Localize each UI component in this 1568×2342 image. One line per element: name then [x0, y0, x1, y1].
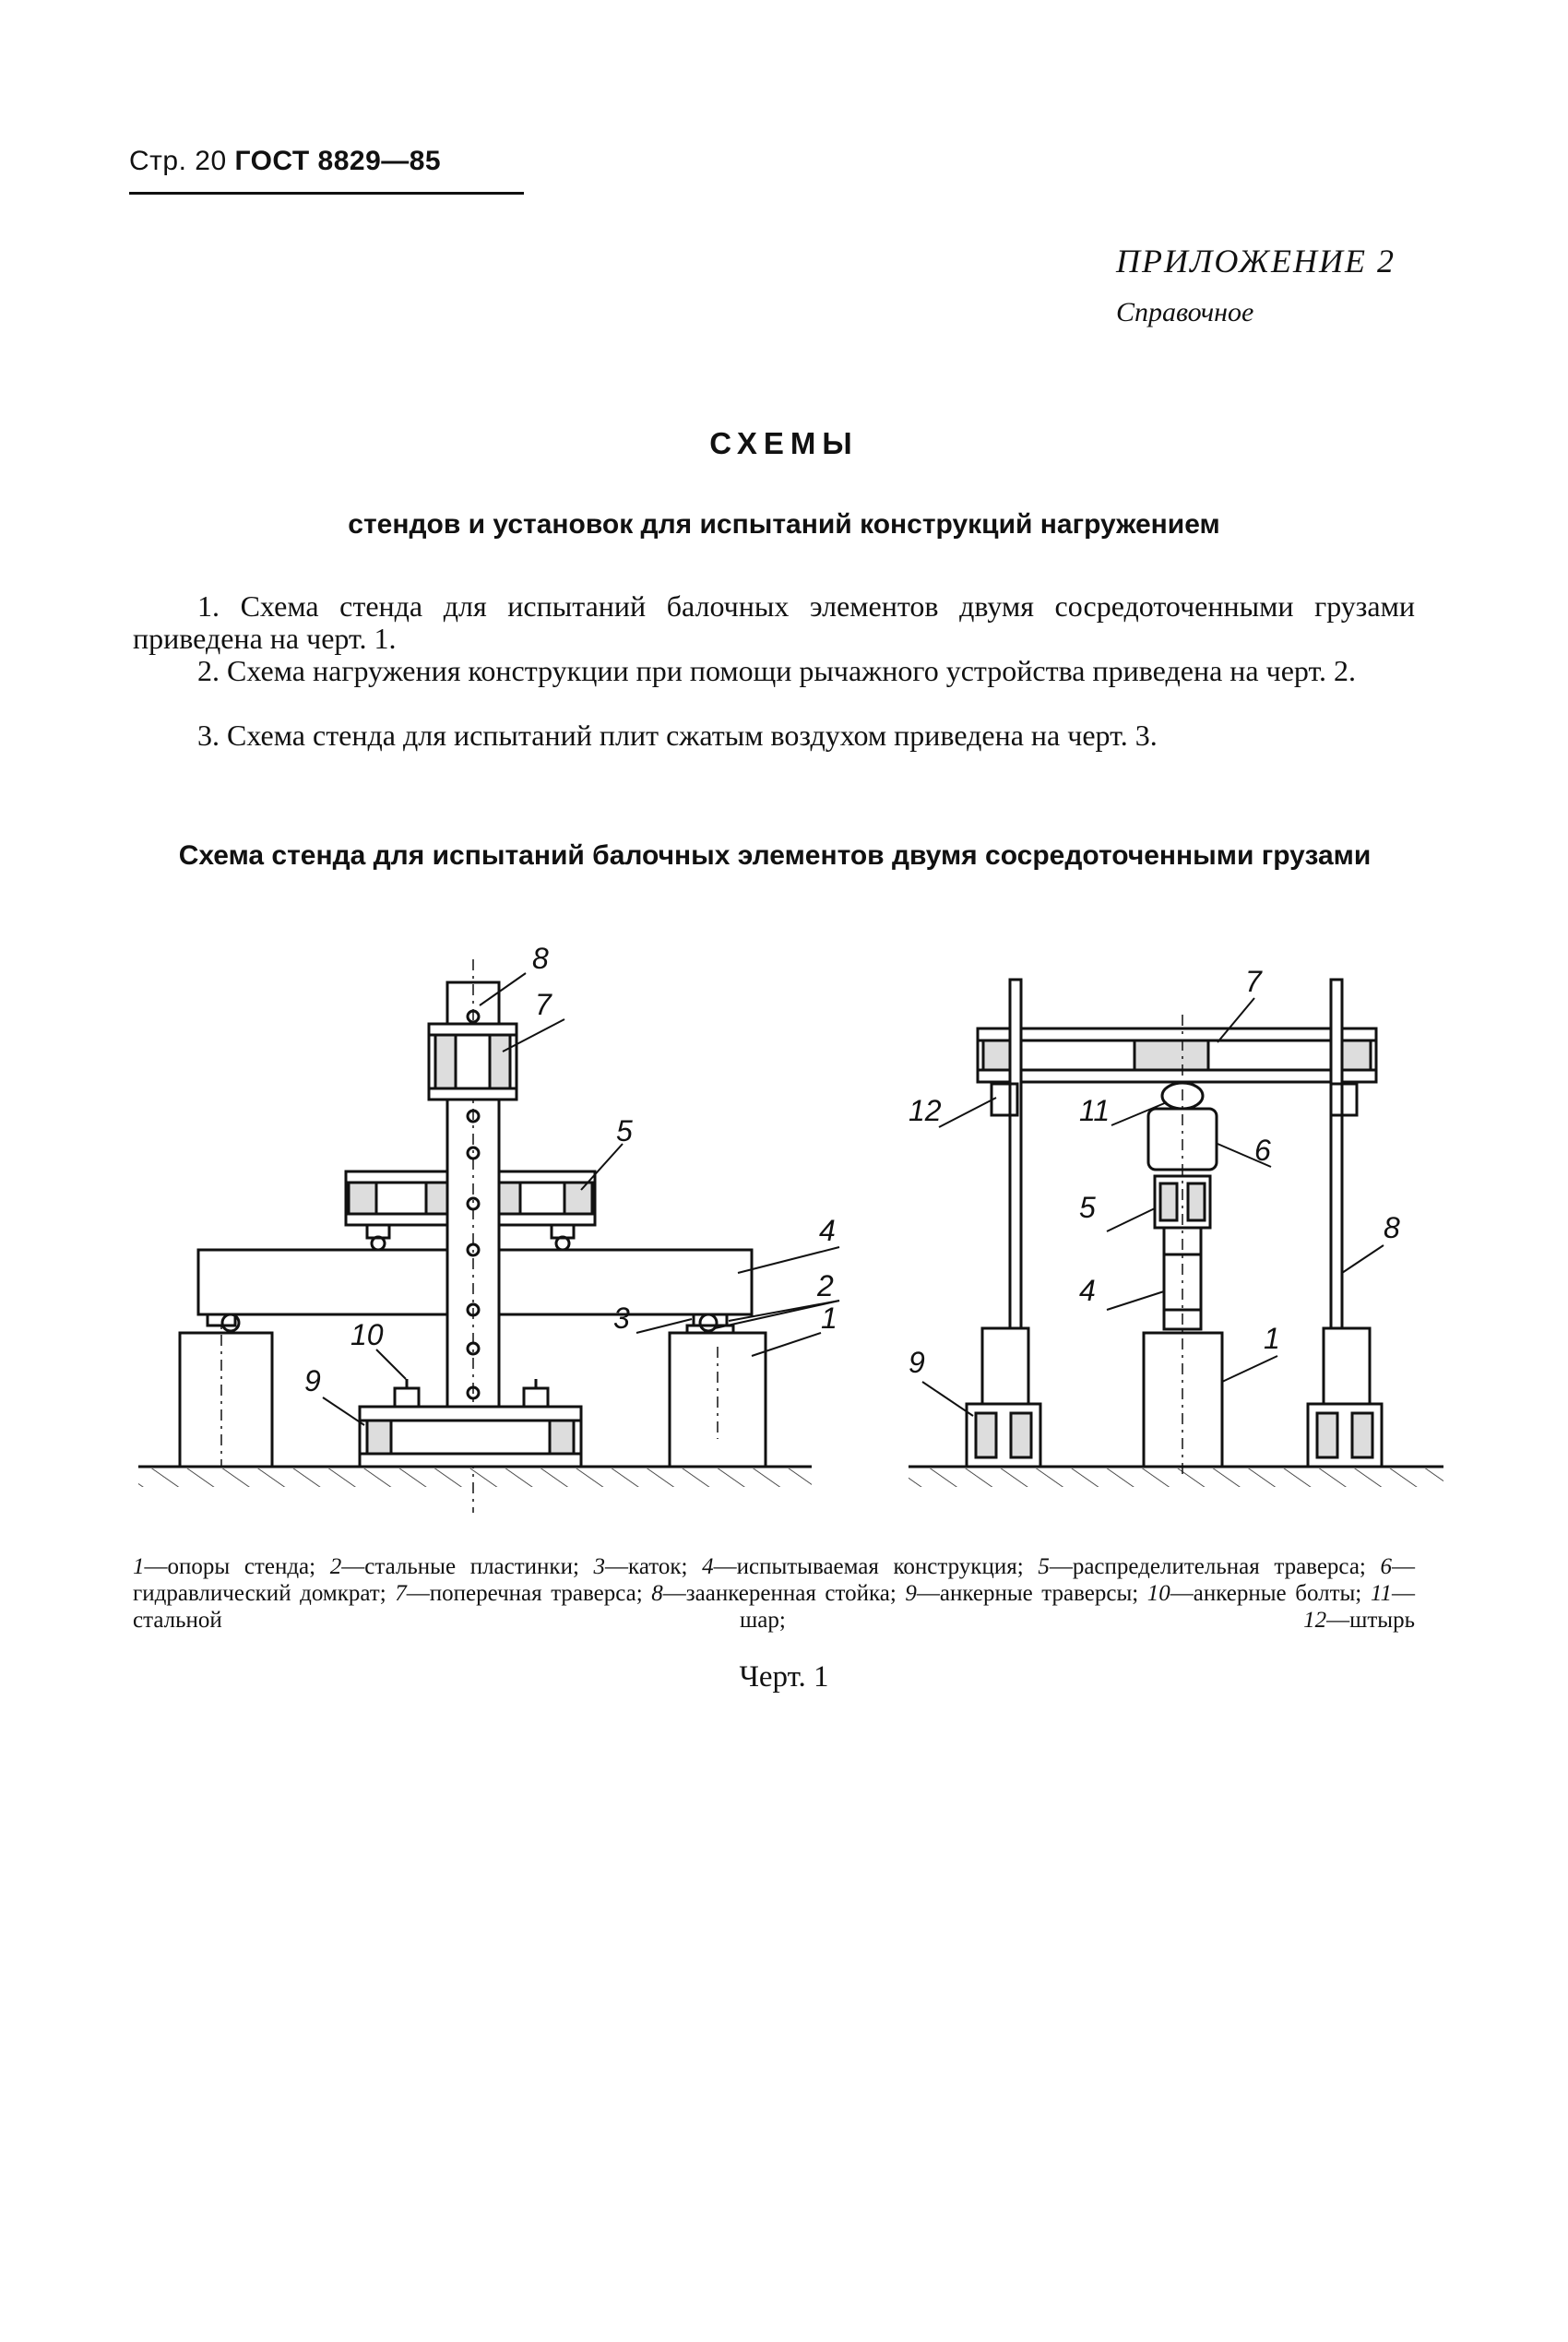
right-label-8: 8	[1384, 1211, 1400, 1244]
right-label-4: 4	[1079, 1274, 1096, 1307]
figure-legend: 1—опоры стенда; 2—стальные пластинки; 3—каток; 4—испытываемая конструкция; 5—распределительная траверса; 6—гидравлический домкрат; 7—поперечная траверса; 8—заанкеренная стойка; 9—анкерные траверсы; 10—анкерные болты; 11—стальной шар; 12—штырь	[133, 1554, 1416, 1633]
right-label-11: 11	[1079, 1094, 1111, 1127]
left-label-7: 7	[535, 988, 552, 1021]
right-label-7: 7	[1245, 965, 1262, 998]
right-label-5: 5	[1079, 1191, 1096, 1224]
left-label-3: 3	[613, 1302, 630, 1335]
paragraph-3: 3. Схема стенда для испытаний плит сжатым воздухом приведена на черт. 3.	[197, 719, 1158, 752]
right-label-12: 12	[909, 1094, 942, 1127]
paragraph-1: 1. Схема стенда для испытаний балочных элементов двумя сосредоточенными грузами приведена на черт. 1.	[133, 589, 1415, 655]
left-drawing	[138, 959, 839, 1513]
appendix-label: ПРИЛОЖЕНИЕ 2	[1116, 243, 1396, 279]
page-subtitle: стендов и установок для испытаний конструкций нагружением	[348, 509, 1220, 540]
right-drawing	[909, 980, 1443, 1487]
left-label-9: 9	[304, 1364, 321, 1397]
left-label-4: 4	[819, 1214, 836, 1247]
figure-title: Схема стенда для испытаний балочных элементов двумя сосредоточенными грузами	[178, 840, 1372, 871]
left-label-1: 1	[821, 1302, 837, 1335]
page-number: Стр. 20	[129, 146, 227, 176]
right-label-1: 1	[1264, 1322, 1280, 1355]
right-label-9: 9	[909, 1346, 925, 1379]
anchor-traverse	[360, 1407, 581, 1467]
figure-caption: Черт. 1	[739, 1660, 829, 1694]
page-title: СХЕМЫ	[709, 426, 859, 460]
paragraph-2: 2. Схема нагружения конструкции при помощи рычажного устройства приведена на черт. 2.	[197, 654, 1357, 687]
left-label-2: 2	[817, 1269, 834, 1302]
left-label-5: 5	[616, 1114, 633, 1147]
appendix-type: Справочное	[1116, 297, 1254, 327]
standard-code: ГОСТ 8829—85	[234, 146, 442, 176]
right-label-6: 6	[1254, 1134, 1271, 1167]
left-label-10: 10	[350, 1318, 384, 1351]
left-support	[180, 1333, 272, 1467]
left-label-8: 8	[532, 942, 549, 975]
